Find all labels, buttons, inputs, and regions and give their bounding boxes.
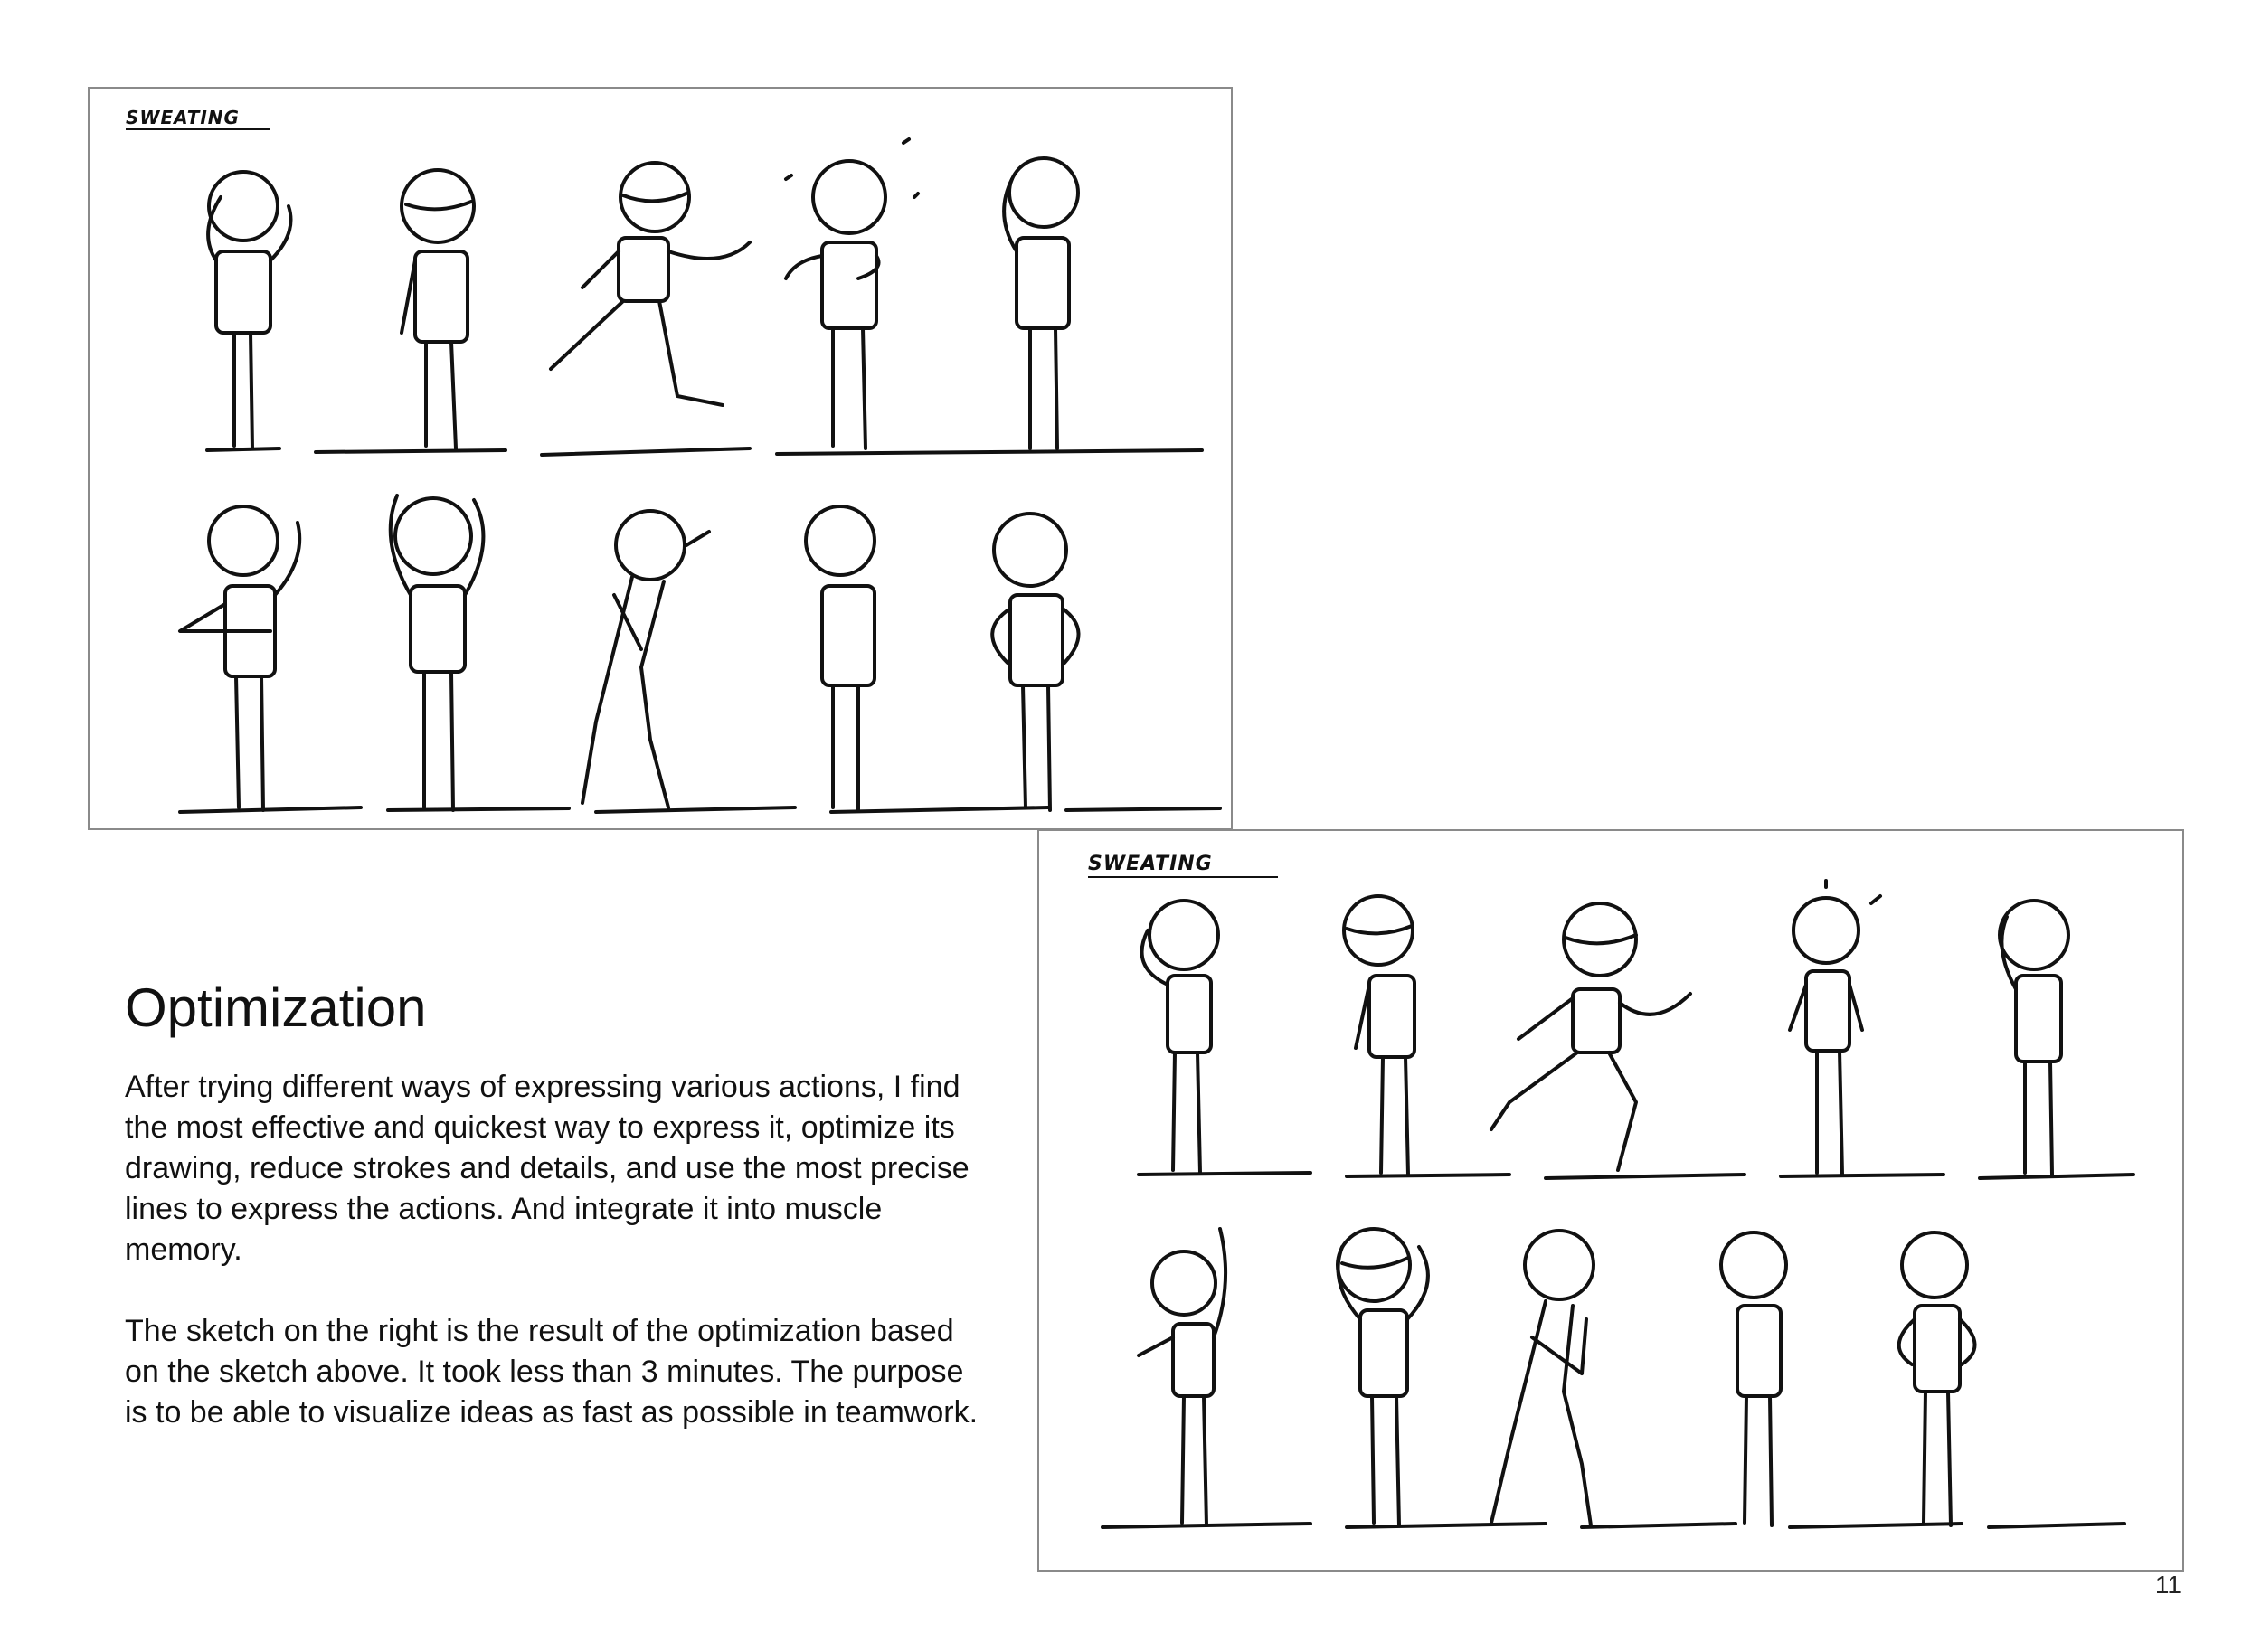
sketch-frame-original [88,87,1233,830]
figure-9 [1721,1232,1786,1525]
figure-3 [1491,903,1690,1170]
ground-line [180,807,1220,812]
ground-line [1139,1173,2133,1178]
figure-6 [180,506,299,810]
section-heading: Optimization [125,977,427,1038]
stick-figures-drawing [1039,831,2184,1572]
sketch-title: SWEATING [1088,853,1213,875]
figure-5 [2000,901,2068,1175]
figure-5 [1004,158,1078,448]
figure-4 [786,139,918,448]
page-number: 11 [2154,1571,2181,1599]
ground-line [1102,1524,2124,1527]
description-paragraph: After trying different ways of expressing various actions, I find the most effective and quickest way to express it, optimize its drawing, reduce strokes and details, and use the most precise lines to express the actions. And integrate it into muscle memory. [125,1070,970,1267]
sketch-title: SWEATING [126,107,240,128]
figure-8 [1491,1231,1594,1525]
figure-2 [402,170,474,448]
figure-10 [992,514,1078,810]
figure-8 [582,511,709,807]
figure-3 [551,163,750,405]
figure-6 [1139,1229,1225,1525]
figure-7 [391,496,484,810]
figure-2 [1344,896,1414,1175]
figure-10 [1899,1232,1975,1525]
ground-line [207,448,1202,455]
figure-7 [1338,1229,1428,1525]
figure-1 [208,172,290,448]
sketch-frame-optimized [1037,829,2184,1572]
description-paragraph: The sketch on the right is the result of the optimization based on the sketch above. It took less than 3 minutes. The purpose is to be able to visualize ideas as fast as possible in teamwork. [125,1314,979,1430]
figure-4 [1790,881,1880,1175]
figure-1 [1142,901,1218,1173]
stick-figures-drawing [90,89,1233,830]
figure-9 [806,506,875,810]
